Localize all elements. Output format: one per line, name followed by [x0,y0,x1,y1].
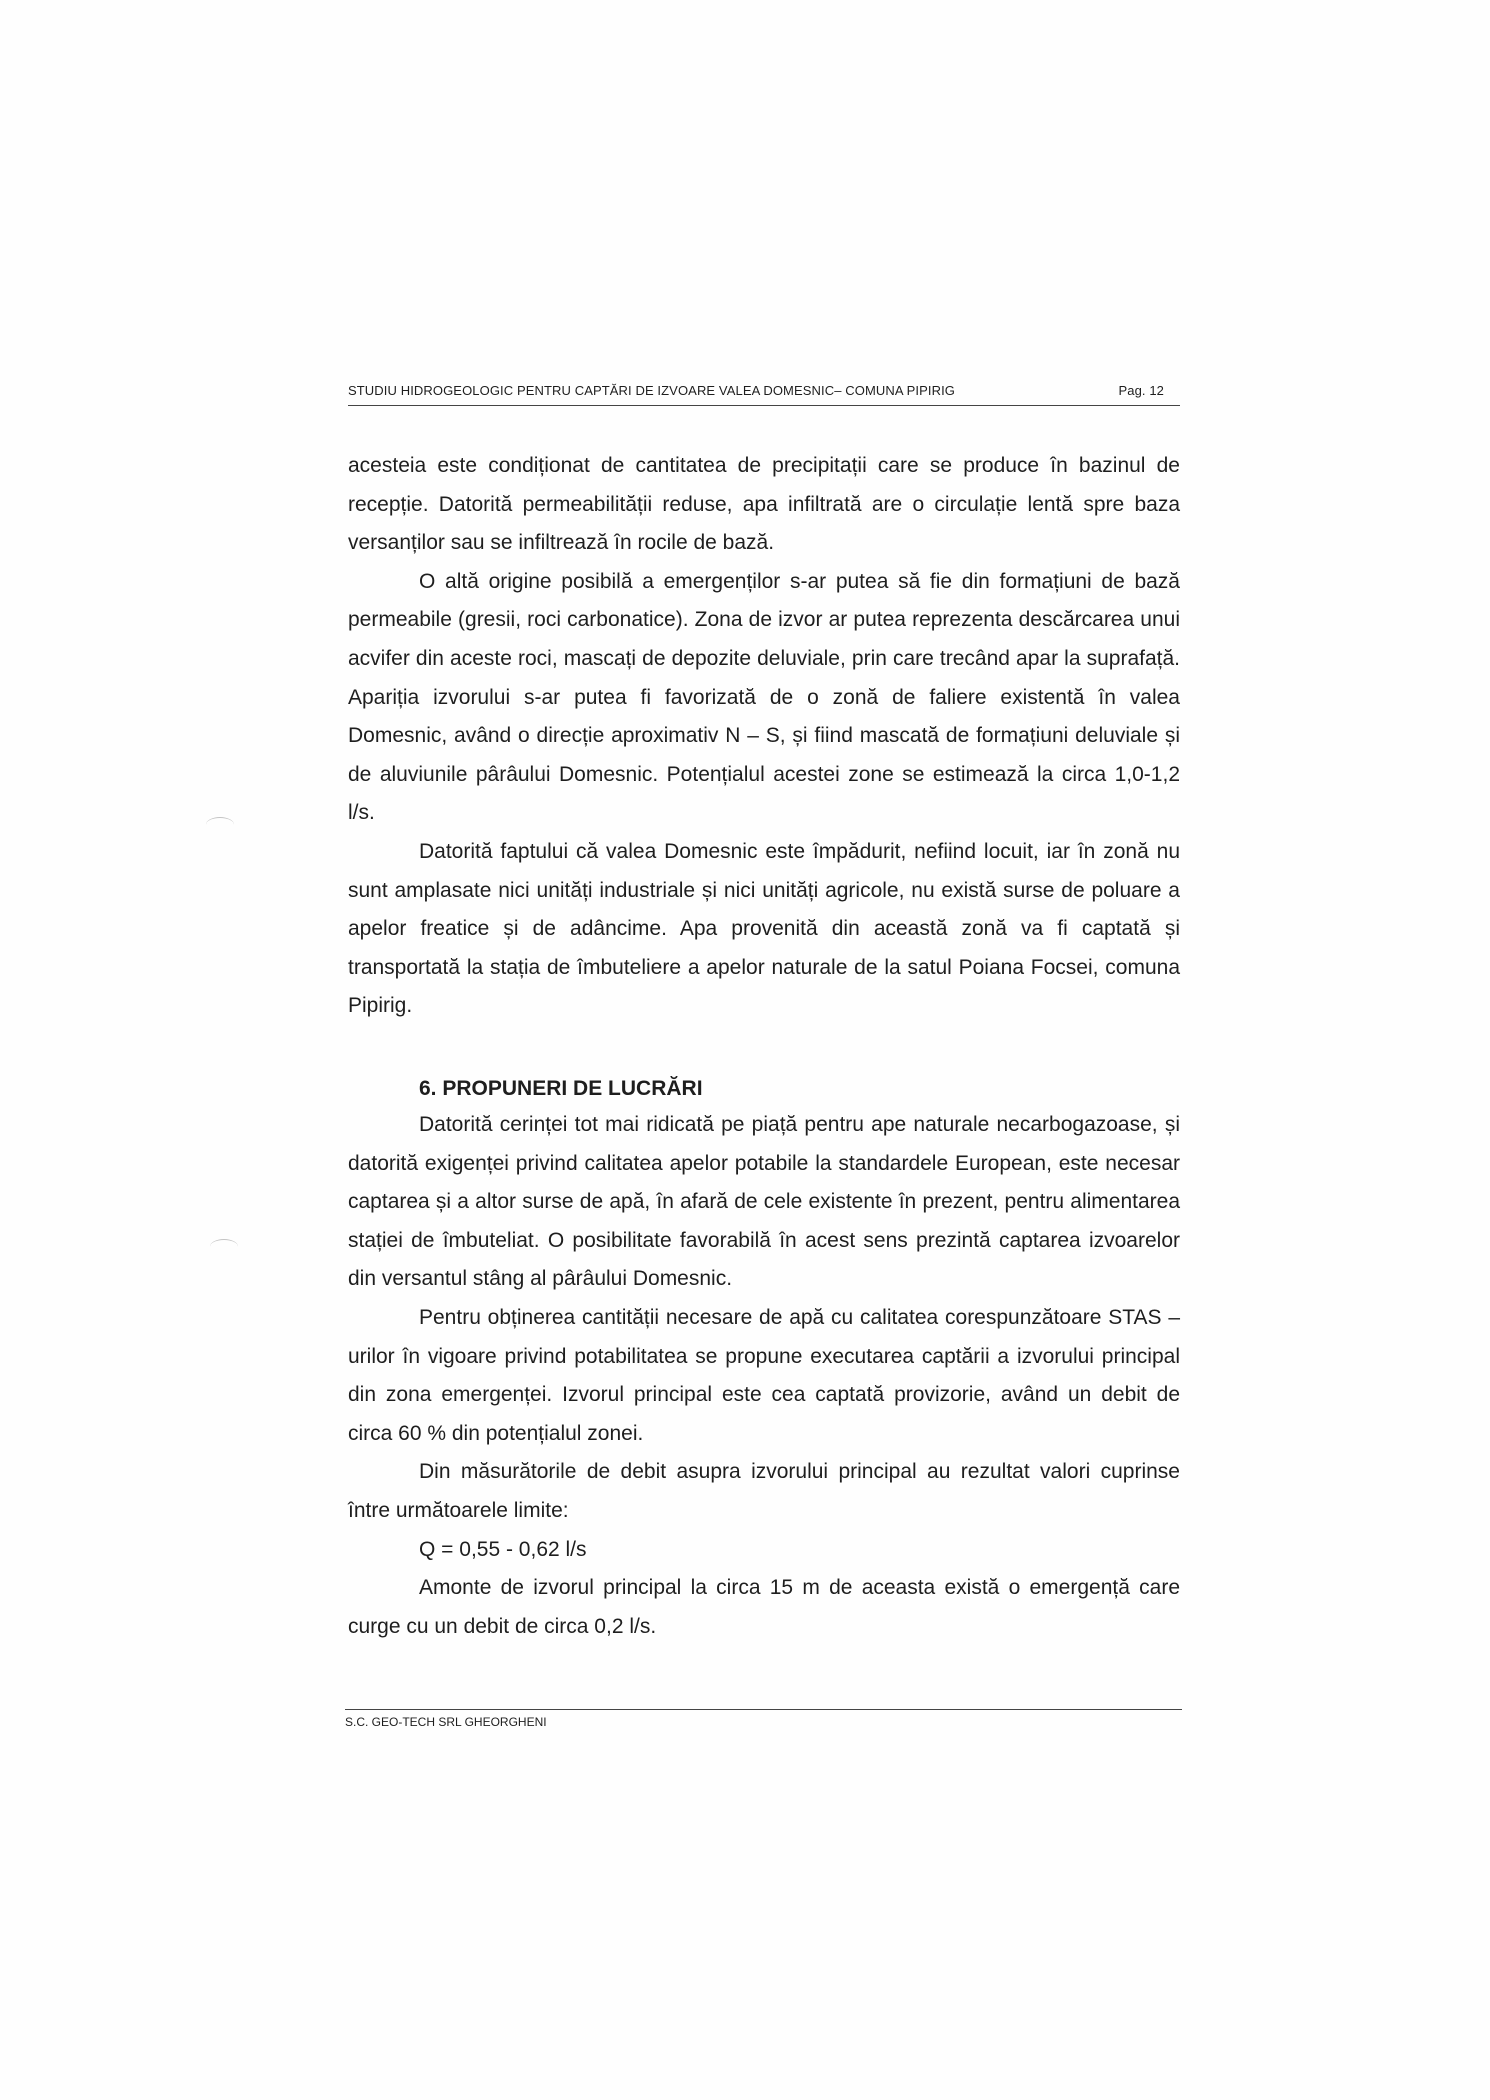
header-title: STUDIU HIDROGEOLOGIC PENTRU CAPTĂRI DE IZVOARE VALEA DOMESNIC– COMUNA PIPIRIG [348,383,956,398]
paragraph: Din măsurătorile de debit asupra izvorului principal au rezultat valori cuprinse între următoarele limite: [348,1460,1180,1522]
body-section-1 [348,447,1180,1026]
paragraph: acesteia este condiționat de cantitatea de precipitații care se produce în bazinul de recepție. Datorită permeabilității reduse, apa infiltrată are o circulație lentă spre baza versanților sau se infiltrează în rocile de bază. [348,454,1180,555]
paragraph: Pentru obținerea cantității necesare de apă cu calitatea corespunzătoare STAS – urilor în vigoare privind potabilitatea se propune executarea captării a izvorului principal din zona emergenței. Izvorul principal este cea captată provizorie, având un debit de circa 60 % din potențialul zonei. [348,1305,1180,1445]
page-footer [345,1709,1182,1729]
footer-text: S.C. GEO-TECH SRL GHEORGHENI [345,1715,547,1729]
scan-mark [210,1239,238,1254]
paragraph: O altă origine posibilă a emergenților s-ar putea să fie din formațiuni de bază permeabile (gresii, roci carbonatice). Zona de izvor ar putea reprezenta descărcarea unui acvifer din aceste roci, mascați de depozite deluviale, prin care trecând apar la suprafață. Apariția izvorului s-ar putea fi favorizată de o zonă de faliere existentă în valea Domesnic, având o direcție aproximativ N – S, și fiind mascată de formațiuni deluviale și de aluviunile pârâului Domesnic. Potențialul acestei zone se estimează la circa 1,0-1,2 l/s. [348,569,1180,825]
page-number: Pag. 12 [1118,383,1164,398]
paragraph: Datorită cerinței tot mai ridicată pe piață pentru ape naturale necarbogazoase, și datorită exigenței privind calitatea apelor potabile la standardele European, este necesar captarea și a altor surse de apă, în afară de cele existente în prezent, pentru alimentarea stației de îmbuteliat. O posibilitate favorabilă în acest sens prezintă captarea izvoarelor din versantul stâng al pârâului Domesnic. [348,1113,1180,1291]
section-heading: 6. PROPUNERI DE LUCRĂRI [419,1077,703,1100]
paragraph: Amonte de izvorul principal la circa 15 m de aceasta există o emergență care curge cu un debit de circa 0,2 l/s. [348,1576,1180,1638]
formula: Q = 0,55 - 0,62 l/s [419,1537,587,1561]
page-header [348,383,1180,406]
scan-mark [206,817,234,832]
paragraph: Datorită faptului că valea Domesnic este împădurit, nefiind locuit, iar în zonă nu sunt amplasate nici unități industriale și nici unități agricole, nu există surse de poluare a apelor freatice și de adâncime. Apa provenită din această zonă va fi captată și transportată la stația de îmbuteliere a apelor naturale de la satul Poiana Focsei, comuna Pipirig. [348,839,1180,1018]
body-section-2 [348,1106,1180,1646]
